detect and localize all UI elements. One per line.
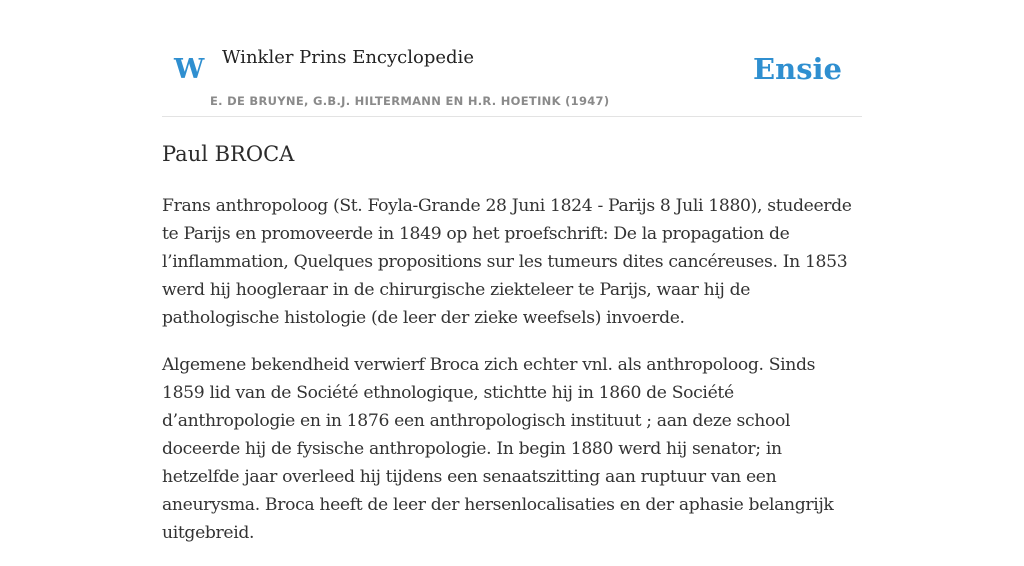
ensie-brand-link[interactable]: Ensie bbox=[753, 52, 842, 86]
article-paragraph-1: Frans anthropoloog (St. Foyla-Grande 28 Juni 1824 - Parijs 8 Juli 1880), studeerde te Parijs en promoveerde in 1849 op het proefschrift: De la propagation de l’inflammation, Quelques propositions sur les tumeurs dites cancéreuses. In 1853 werd hij hoogleraar in de chirurgische ziekteleer te Parijs, waar hij de pathologische histologie (de leer der zieke weefsels) invoerde. bbox=[162, 196, 852, 328]
page bbox=[162, 0, 862, 543]
source-logo-icon[interactable]: W bbox=[174, 54, 205, 85]
source-header bbox=[162, 0, 862, 117]
article-body bbox=[162, 192, 862, 566]
article-paragraph-2: Algemene bekendheid verwierf Broca zich echter vnl. als anthropoloog. Sinds 1859 lid van de Société ethnologique, stichtte hij in 1860 de Société d’anthropologie en in 1876 een anthropologisch instituut ; aan deze school doceerde hij de fysische anthropologie. In begin 1880 werd hij senator; in hetzelfde jaar overleed hij tijdens een senaatszitting aan ruptuur van een aneurysma. Broca heeft de leer der hersenlocalisaties en der aphasie belangrijk uitgebreid. bbox=[162, 355, 834, 543]
source-title-link[interactable]: Winkler Prins Encyclopedie bbox=[222, 47, 474, 68]
article-title: Paul BROCA bbox=[162, 142, 295, 166]
source-authors: E. DE BRUYNE, G.B.J. HILTERMANN EN H.R. HOETINK (1947) bbox=[210, 94, 610, 108]
